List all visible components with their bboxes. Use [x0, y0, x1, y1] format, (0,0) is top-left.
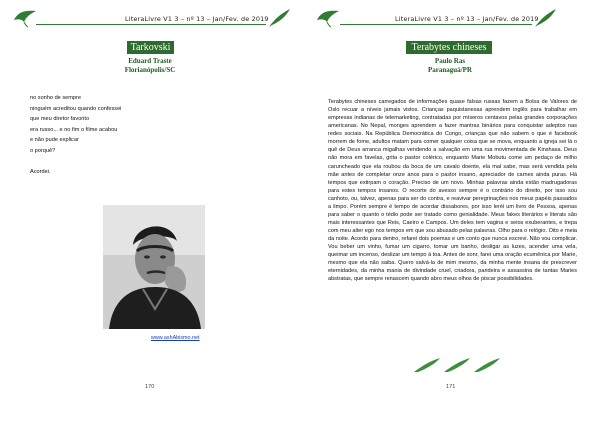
page-number: 170: [145, 384, 155, 390]
poem-body: [30, 93, 160, 177]
quill-divider-icon: [412, 357, 502, 373]
portrait-photo: [103, 205, 205, 329]
prose-title: Terabytes chineses: [406, 41, 492, 54]
quill-icon: [266, 8, 292, 28]
bird-icon: [315, 8, 341, 28]
poem-line: Acordei.: [30, 168, 51, 175]
header-rule: [36, 24, 266, 25]
header-text: LiteraLivre V1 3 – nº 13 – Jan/Fev. de 2019: [125, 15, 269, 23]
author-city: Florianópolis/SC: [124, 66, 176, 74]
header-text: LiteraLivre V1 3 – nº 13 – Jan/Fev. de 2019: [395, 15, 539, 23]
header-rule: [340, 24, 532, 25]
bird-icon: [12, 8, 38, 28]
poem-line: no sonho de sempre: [30, 95, 81, 101]
poem-line: que meu diretor favorito: [30, 116, 90, 122]
poem-line: ninguém acreditou quando confessei: [30, 105, 122, 112]
author-city: Paranaguá/PR: [428, 66, 472, 74]
prose-body: Terabytes chineses carregados de informações quase falsas russas fazem a Bolsa de Valores de Oslo recuar a níveis jamais vistos. Crianças paquistanesas aprendem inglês para trabalhar em empresas indianas de telemarketing, contratadas por míseros centavos pelas grandes corporações americanas. No Nepal, monges aprendem a fazer mantras binários para conquistar adeptos nas redes sociais. Na República Democrática do Congo, crianças que não sabem o que é facebook morrem de fome, adultos matam para comer qualquer coisa que se mova, enquanto a igreja sei lá o quê de Deus arranca migalhas vendendo a salvação em uma rua movimentada de Kinshasa. Deus não mora em favelas, grita o pastor colérico, enquanto Marie Mobutu come um pedaço de milho caruncheado que ela roubou da boca de um cavalo doente, ela mal sabe, mas será vendida pela mãe antes de completar onze anos para o pastor insano, apreciador de carnes ainda puras. Há tempos que extirpam o coração. Preciso de um novo. Minhas palavras ainda estão madrugadoras para estes tempos insanos. O recorte do avesso sempre é o contrário do direito, por isso sou canhoto, ou, talvez, apenas para ser do contra, e reavivar peregrinações nos meus papéis passados a limpo. Porém sempre é tempo de acordar dissabores, por isso leréi um livro de Pessoa, apenas para saber o quanto o tédio pode ser tratado como genialidade. Meus fakes literários e literais são mais interessantes que Reis, Caeiro e Campos. Um deles tem vagina e seios exuberantes, e trepa com meu alter ego nos tempos em que sou abusado pelas palavras. Olho para o relógio. Oito e meia da noite. Acordo para dentro, refarei dois poemas e um conto que nunca escrevi. Não vou complicar. Vou beber um vinho, fumar um cigarro, tomar um banho, desligar as luzes, acender uma vela, queimar um incenso, deslizar um tempo à toa. Antes de sonr, farei uma oração ecumênica por Marie, mesmo que ela não saiba. Quero salvá-la de mim mesmo, da minha mente insana de prescrever eternidades, da minha mania de divindade cruel, criadora, parideira e assassina de tantas Maries abstratas, que sempre renascem quando abro meus olhos de piscar possibilidades.: [328, 99, 577, 283]
portrait-photo-icon: [103, 205, 205, 329]
poem-line: o porquê?: [30, 147, 56, 154]
poem-title: Tarkovski: [127, 41, 174, 54]
author-name: Paulo Ras: [434, 57, 466, 65]
left-header: [0, 8, 300, 28]
source-link[interactable]: www.ashAbismo.net: [151, 335, 200, 341]
right-header: [300, 8, 600, 28]
poem-line: e não pude explicar: [30, 137, 79, 143]
poem-line: era russo... e no fim o filme acabou: [30, 126, 118, 133]
quill-icon: [532, 8, 558, 28]
page-number: 171: [446, 384, 456, 390]
poem-line: [30, 156, 160, 167]
author-name: Eduard Traste: [128, 57, 172, 65]
